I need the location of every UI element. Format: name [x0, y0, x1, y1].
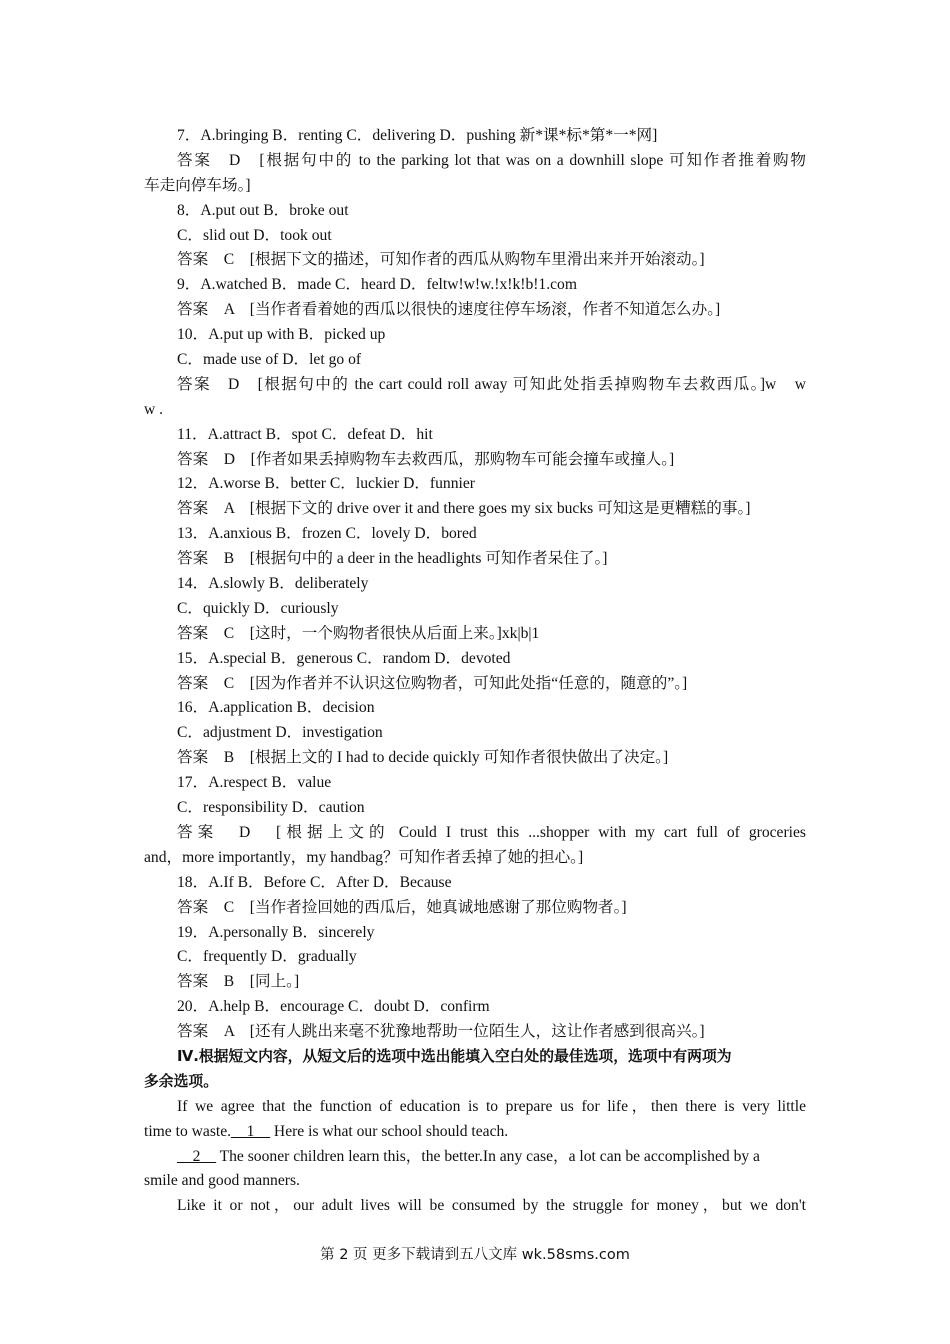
- answer-20: 答案 A [还有人跳出来毫不犹豫地帮助一位陌生人，这让作者感到很高兴。]: [177, 1023, 705, 1041]
- question-7: 7．A.bringing B．renting C．delivering D．pushing 新*课*标*第*一*网]: [177, 127, 658, 144]
- section-iv-heading: Ⅳ.根据短文内容，从短文后的选项中选出能填入空白处的最佳选项，选项中有两项为: [177, 1047, 732, 1065]
- passage-line-2: [144, 1120, 806, 1145]
- answer-13: 答案 B [根据句中的 a deer in the headlights 可知作者呆住了。]: [177, 550, 608, 568]
- answer-11: 答案 D [作者如果丢掉购物车去救西瓜，那购物车可能会撞车或撞人。]: [177, 450, 675, 468]
- question-16-ab: 16．A.application B．decision: [177, 699, 375, 717]
- question-11: 11．A.attract B．spot C．defeat D．hit: [177, 425, 433, 443]
- passage-line-1: If we agree that the function of education is to prepare us for life，then there is very little: [177, 1097, 806, 1115]
- answer-19: 答案 B [同上。]: [177, 973, 300, 991]
- question-10-ab: 10．A.put up with B．picked up: [177, 326, 386, 344]
- page-content: [144, 124, 806, 1219]
- answer-12: 答案 A [根据下文的 drive over it and there goes my six bucks 可知这是更糟糕的事。]: [177, 500, 751, 518]
- answer-17-cont: and，more importantly，my handbag？可知作者丢掉了她的担心。]: [144, 848, 584, 866]
- answer-14: 答案 C [这时，一个购物者很快从后面上来。]xk|b|1: [177, 624, 540, 642]
- question-12: 12．A.worse B．better C．luckier D．funnier: [177, 475, 475, 493]
- question-10-cd: C．made use of D．let go of: [177, 351, 362, 369]
- question-17-ab: 17．A.respect B．value: [177, 774, 332, 792]
- question-8-ab: 8．A.put out B．broke out: [177, 201, 349, 219]
- question-8-cd: C．slid out D．took out: [177, 226, 332, 244]
- answer-9: 答案 A [当作者看着她的西瓜以很快的速度往停车场滚，作者不知道怎么办。]: [177, 301, 721, 319]
- question-20: 20．A.help B．encourage C．doubt D．confirm: [177, 998, 490, 1016]
- answer-15: 答案 C [因为作者并不认识这位购物者，可知此处指“任意的，随意的”。]: [177, 674, 688, 692]
- answer-8: 答案 C [根据下文的描述，可知作者的西瓜从购物车里滑出来并开始滚动。]: [177, 251, 705, 269]
- blank-1: __1__: [231, 1122, 271, 1140]
- passage-text: The sooner children learn this，the better.In any case，a lot can be accomplished by a: [215, 1147, 760, 1165]
- passage-line-4: smile and good manners.: [144, 1172, 300, 1190]
- question-16-cd: C．adjustment D．investigation: [177, 724, 383, 742]
- question-18: 18．A.If B．Before C．After D．Because: [177, 873, 452, 891]
- answer-7-cont: 车走向停车场。]: [144, 176, 251, 194]
- blank-2: __2__: [177, 1147, 216, 1165]
- question-17-cd: C．responsibility D．caution: [177, 799, 365, 817]
- answer-10: 答案 D [根据句中的 the cart could roll away 可知此处指丢掉购物车去救西瓜。]w w: [177, 375, 806, 393]
- question-19-ab: 19．A.personally B．sincerely: [177, 923, 375, 941]
- passage-text: Here is what our school should teach.: [270, 1122, 509, 1140]
- answer-17: 答案 D [根据上文的 Could I trust this ...shopper with my cart full of groceries: [177, 823, 806, 841]
- question-19-cd: C．frequently D．gradually: [177, 948, 357, 966]
- question-13: 13．A.anxious B．frozen C．lovely D．bored: [177, 525, 477, 543]
- answer-16: 答案 B [根据上文的 I had to decide quickly 可知作者很快做出了决定。]: [177, 749, 669, 767]
- answer-10-cont: w .: [144, 400, 164, 418]
- question-15: 15．A.special B．generous C．random D．devoted: [177, 649, 511, 667]
- page-footer: 第 2 页 更多下载请到五八文库 wk.58sms.com: [320, 1247, 630, 1263]
- passage-line-5: Like it or not，our adult lives will be consumed by the struggle for money，but we don't: [177, 1197, 806, 1215]
- question-14-ab: 14．A.slowly B．deliberately: [177, 575, 369, 593]
- section-iv-heading-cont: 多余选项。: [144, 1072, 218, 1090]
- question-9: 9．A.watched B．made C．heard D．feltw!w!w.!x!k!b!1.com: [177, 276, 577, 294]
- passage-text: time to waste.: [144, 1122, 232, 1140]
- answer-7: 答案 D [根据句中的 to the parking lot that was on a downhill slope 可知作者推着购物: [177, 151, 806, 169]
- question-14-cd: C．quickly D．curiously: [177, 599, 339, 617]
- passage-line-3: [144, 1145, 806, 1170]
- answer-18: 答案 C [当作者捡回她的西瓜后，她真诚地感谢了那位购物者。]: [177, 898, 627, 916]
